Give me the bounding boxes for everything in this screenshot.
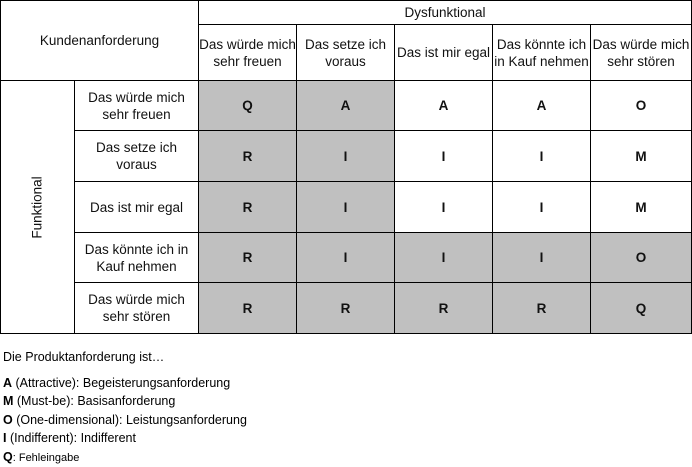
col-header-4: Das könnte ich in Kauf nehmen [493,25,591,81]
cell: I [297,182,395,233]
cell: I [493,131,591,182]
cell: R [199,182,297,233]
legend-intro: Die Produktanforderung ist… [3,348,247,367]
cell: Q [199,81,297,131]
cell: R [395,283,493,334]
functional-header [1,81,75,334]
cell: A [395,81,493,131]
cell: R [297,283,395,334]
legend-item-one-dimensional [3,411,247,430]
legend-item-must-be [3,392,247,411]
table-row [1,283,692,334]
col-header-2: Das setze ich voraus [297,25,395,81]
cell: I [493,182,591,233]
cell: I [395,131,493,182]
table-row [1,131,692,182]
table-row [1,233,692,283]
legend-text: : Fehleingabe [13,452,80,464]
cell: I [297,233,395,283]
cell: R [199,233,297,283]
legend [3,348,247,467]
cell: R [493,283,591,334]
table-row [1,182,692,233]
cell: M [591,131,692,182]
legend-key: O [3,413,13,427]
legend-text: (Indifferent): Indifferent [6,431,135,445]
legend-item-questionable [3,448,247,467]
row-label-4: Das könnte ich in Kauf nehmen [75,233,199,283]
cell: R [199,131,297,182]
table-row [1,81,692,131]
legend-item-indifferent [3,429,247,448]
cell: A [297,81,395,131]
legend-text: (Attractive): Begeisterungsanforderung [12,376,230,390]
legend-key: M [3,394,13,408]
col-header-3: Das ist mir egal [395,25,493,81]
cell: I [297,131,395,182]
cell: I [493,233,591,283]
cell: I [395,233,493,283]
legend-key: A [3,376,12,390]
row-label-2: Das setze ich voraus [75,131,199,182]
col-header-5: Das würde mich sehr stören [591,25,692,81]
legend-text: (One-dimensional): Leistungsanforderung [13,413,247,427]
cell: A [493,81,591,131]
cell: Q [591,283,692,334]
legend-key: Q [3,450,13,464]
cell: O [591,233,692,283]
cell: O [591,81,692,131]
cell: I [395,182,493,233]
dysfunctional-header: Dysfunktional [199,1,692,25]
legend-item-attractive [3,374,247,393]
row-label-1: Das würde mich sehr freuen [75,81,199,131]
cell: M [591,182,692,233]
legend-key: I [3,431,6,445]
customer-requirement-header: Kundenanforderung [1,1,199,81]
functional-label: Funktional [29,176,46,238]
row-label-3: Das ist mir egal [75,182,199,233]
row-label-5: Das würde mich sehr stören [75,283,199,334]
cell: R [199,283,297,334]
legend-text: (Must-be): Basisanforderung [13,394,175,408]
col-header-1: Das würde mich sehr freuen [199,25,297,81]
